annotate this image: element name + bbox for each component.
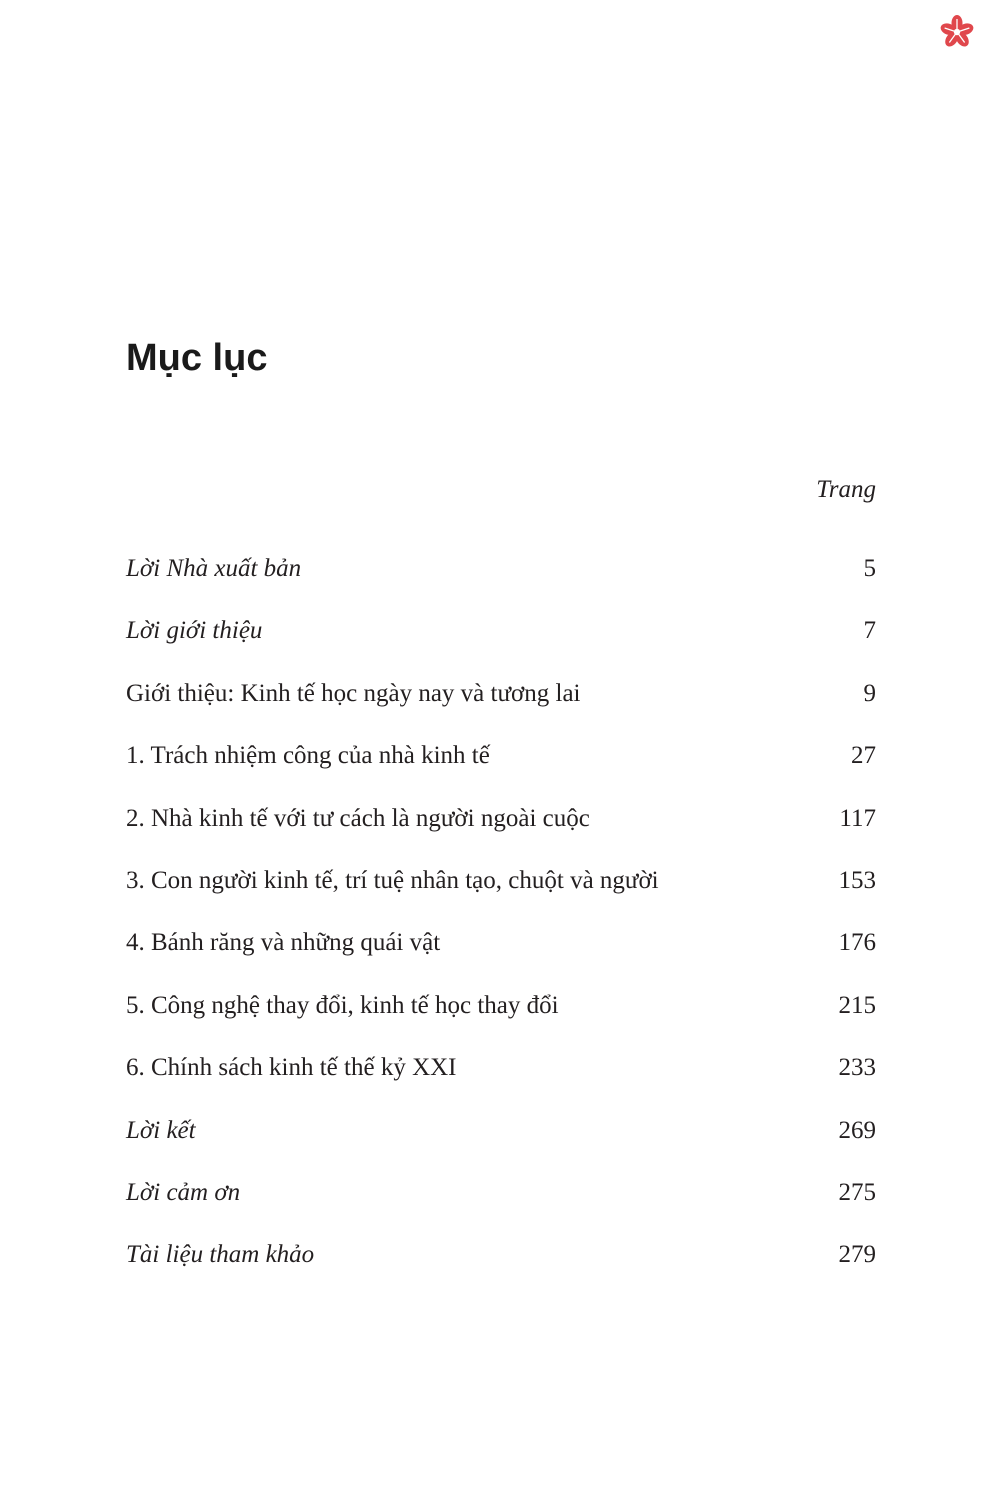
page-title: Mục lục <box>126 337 268 379</box>
toc-entry <box>126 739 876 801</box>
table-of-contents <box>126 552 876 1301</box>
toc-entry-title: Lời Nhà xuất bản <box>126 555 302 582</box>
toc-entry-page: 9 <box>863 679 876 707</box>
page-column-label: Trang <box>816 476 876 503</box>
toc-entry-title: Lời cảm ơn <box>126 1178 241 1206</box>
toc-entry-title: Lời giới thiệu <box>126 617 263 645</box>
toc-entry <box>126 552 876 614</box>
toc-entry-page: 117 <box>839 804 876 832</box>
toc-entry-page: 27 <box>851 742 876 770</box>
toc-entry <box>126 802 876 864</box>
toc-entry <box>126 1238 876 1300</box>
toc-entry-page: 153 <box>838 866 876 894</box>
toc-entry <box>126 989 876 1051</box>
toc-entry-title: 5. Công nghệ thay đổi, kinh tế học thay đổi <box>126 991 559 1019</box>
toc-entry <box>126 677 876 739</box>
toc-entry-title: 6. Chính sách kinh tế thế kỷ XXI <box>126 1054 457 1082</box>
toc-entry-title: 4. Bánh răng và những quái vật <box>126 929 441 957</box>
flower-logo-icon <box>940 15 974 49</box>
toc-entry <box>126 1176 876 1238</box>
toc-entry-page: 215 <box>838 991 876 1019</box>
toc-entry-page: 7 <box>863 617 876 645</box>
toc-entry-title: 2. Nhà kinh tế với tư cách là người ngoài cuộc <box>126 804 590 832</box>
toc-entry <box>126 1114 876 1176</box>
toc-entry-page: 275 <box>838 1178 876 1206</box>
toc-entry-title: 1. Trách nhiệm công của nhà kinh tế <box>126 742 490 770</box>
toc-entry <box>126 864 876 926</box>
toc-entry-page: 269 <box>838 1116 876 1144</box>
toc-entry-page: 5 <box>863 555 876 582</box>
toc-entry-page: 279 <box>838 1241 876 1269</box>
toc-entry-title: Tài liệu tham khảo <box>126 1241 315 1269</box>
toc-entry-title: Giới thiệu: Kinh tế học ngày nay và tương lai <box>126 679 581 707</box>
toc-entry <box>126 614 876 676</box>
toc-entry-page: 176 <box>838 929 876 957</box>
toc-entry <box>126 1051 876 1113</box>
toc-entry-page: 233 <box>838 1054 876 1082</box>
toc-entry-title: 3. Con người kinh tế, trí tuệ nhân tạo, chuột và người <box>126 866 659 894</box>
toc-entry-title: Lời kết <box>126 1116 196 1144</box>
toc-entry <box>126 926 876 988</box>
